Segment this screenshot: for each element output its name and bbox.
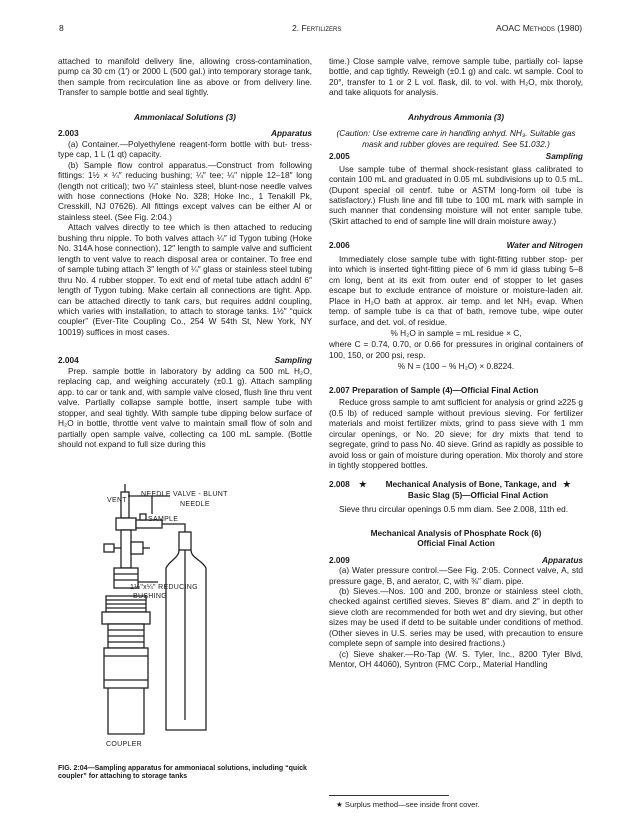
- section-title-line1: Mechanical Analysis of Bone, Tankage, and: [385, 479, 557, 490]
- paragraph-2007: Reduce gross sample to amt sufficient for analysis or grind ≥225 g (0.5 lb) of reduced sample without previous sieving. For fertilizer materials and moist fertilizer mixts, grind to pass sieve with 1 mm circular openings, or No. 20 sieve; for dry mixts that tend to segregate, grind to pass No. 40 sieve. Grind as rapidly as possible to avoid loss or gain of moisture during operation. Mix thoroly and store in tightly stoppered bottles.: [329, 397, 583, 470]
- paragraph-2005: Use sample tube of thermal shock-resistant glass calibrated to contain 100 mL and graduated in 0.05 mL subdivisions up to 0.5 mL. (Dupont special oil centrf. tube or ASTM long-form oil tube is satisfactory.) Flush line and fill tube to 100 mL mark with sample in such manner that condensing moisture will not enter sample tube. (Skirt attached to end of sample line will drain moisture away.): [329, 163, 583, 226]
- section-2008: [329, 479, 583, 500]
- figure-label-bushing2: BUSHING: [133, 593, 167, 600]
- chapter-title: 2. Fertilizers: [292, 23, 342, 33]
- caution-note: (Caution: Use extreme care in handling anhyd. NH₃. Suitable gas mask and rubber gloves are required. See 51.032.): [336, 128, 576, 149]
- section-title: Apparatus: [541, 554, 583, 565]
- figure-label-bushing: 1½"x¼" REDUCING: [130, 584, 198, 591]
- section-title: [373, 479, 583, 500]
- section-number: 2.006: [329, 240, 350, 251]
- formula-nitrogen: % N = (100 − % H₂O) × 0.8224.: [397, 361, 515, 372]
- section-number: 2.003: [58, 128, 79, 139]
- ammoniacal-heading: Ammoniacal Solutions (3): [134, 111, 236, 122]
- paragraph-2008: Sieve thru circular openings 0.5 mm diam. See 2.008, 11th ed.: [339, 504, 569, 515]
- attach-paragraph: Attach valves directly to tee which is then attached to reducing bushing thru nipple. To both valves attach ¼″ id Tygon tubing (Hoke No. 314A hose connection), 12″ length to sample valve and sufficient length to vent valve to reach disposal area or container. To free end of sample tubing attach 3″ length of ¼″ glass or stainless steel tubing thru No. 4 rubber stopper. To exit end of metal tube attach addnl 6″ length of Tygon tubing. Make certain all connections are tight. App. can be attached directly to tank cars, but requires addnl coupling, which varies with installation, to attach to storage tanks. 1½″ “quick coupler” (Ever-Tite Coupling Co., 254 W 54th St, New York, NY 10019) suffices in most cases.: [58, 222, 312, 337]
- sampling-apparatus-figure: [100, 484, 300, 756]
- section-2003: [58, 128, 312, 138]
- container-paragraph: (a) Container.—Polyethylene reagent-form bottle with but- tress-type cap, 1 L (1 qt) capacity.: [58, 138, 312, 160]
- section-title: Sampling: [545, 151, 583, 162]
- paragraph-2009c: (c) Sieve shaker.—Ro-Tap (W. S. Tyler, Inc., 8200 Tyler Blvd, Mentor, OH 44060), Syntron (FMC Corp., Material Handling: [329, 648, 583, 670]
- section-number: 2.009: [329, 554, 350, 565]
- section-number: 2.005: [329, 151, 350, 162]
- section-2009: [329, 555, 583, 565]
- footnote-rule: [329, 795, 449, 796]
- where-paragraph: where C = 0.74, 0.70, or 0.66 for pressures in original containers of 100, 150, or 200 psi, resp.: [329, 339, 583, 360]
- section-title: Sampling: [274, 355, 312, 366]
- paragraph-2009b: (b) Sieves.—Nos. 100 and 200, bronze or stainless steel cloth, checked against certified sieves. Sieves 8″ diam. and 2″ in depth to sieve cloth are recommended for both wet and dry sieving, but other sizes may be used if detd to be suitable under conditions of method. (Other sieves in U.S. series may be used, with precaution to ensure complete sepn of sample into desired fractions.): [329, 586, 583, 649]
- section-2004: [58, 355, 312, 365]
- right-column: [329, 56, 583, 670]
- section-number: 2.004: [58, 355, 79, 366]
- paragraph-2006: Immediately close sample tube with tight-fitting rubber stop- per into which is inserted tight-fitting piece of 6 mm id glass tubing 5–8 cm long, bent at its exit from outer end of stopper to let gases escape but to exclude entrance of moisture or moisture-laden air. Place in H₂O bath at approx. air temp. and let NH₃ evap. When temp. of sample tube is ca that of bath, remove tube, wipe outer surface, and det. vol. of residue.: [329, 253, 583, 327]
- intro-paragraph: attached to manifold delivery line, allowing cross-contamination, pump ca 30 cm (1′) or 2000 L (500 gal.) into temporary storage tank, then sample from recirculation line as above or from delivery line. Transfer to sample bottle and seal tightly.: [58, 56, 312, 98]
- section-number: 2.008: [329, 479, 350, 490]
- section-title: Water and Nitrogen: [506, 240, 583, 251]
- prep-paragraph: Prep. sample bottle in laboratory by adding ca 500 mL H₂O, replacing cap, and weighing accurately (±0.1 g). Attach sampling app. to car or tank and, with sample valve closed, flush line thru vent valve. Partially collapse sample bottle, insert sample tube with stopper, and seal tightly. With sample tube dipping below surface of H₂O in bottle, throttle vent valve to maintain small flow of soln and partially open sample valve, collecting ca 100 mL sample. (Bottle should not expand to full size during this: [58, 365, 312, 449]
- section-2006: [329, 240, 583, 250]
- paragraph-2009a: (a) Water pressure control.—See Fig. 2:05. Connect valve, A, std pressure gage, B, and aerator, C, with ⅜″ diam. pipe.: [329, 565, 583, 586]
- figure-caption: FIG. 2:04—Sampling apparatus for ammoniacal solutions, including “quick coupler” for attaching to storage tanks: [58, 765, 307, 781]
- phosphate-heading-line1: Mechanical Analysis of Phosphate Rock (6): [370, 527, 542, 538]
- section-2005: [329, 151, 583, 161]
- star-icon: ★: [359, 479, 367, 490]
- phosphate-heading: [329, 528, 583, 549]
- figure-label-coupler: COUPLER: [106, 741, 142, 748]
- sample-flow-paragraph: (b) Sample flow control apparatus.—Construct from following fittings: 1½ × ¼″ reducing bushing; ¼″ tee; ¼″ nipple 12–18″ long (length not critical); two ¼″ stainless steel, blunt-nose needle valves with hose connections (Hoke No. 328; Hoke Inc., 1 Tenakill Pk, Cresskill, NJ 07626). All fittings except valves can be either Al or stainless steel. (See Fig. 2:04.): [58, 159, 312, 222]
- figure-label-sample: SAMPLE: [148, 516, 179, 523]
- figure-label-needle: NEEDLE: [180, 501, 210, 508]
- figure-label-needle-valve: NEEDLE VALVE - BLUNT: [141, 491, 228, 498]
- phosphate-heading-line2: Official Final Action: [417, 538, 495, 549]
- continued-paragraph: time.) Close sample valve, remove sample tube, partially col- lapse bottle, and cap tightly. Reweigh (±0.1 g) and calc. wt sample. Cool to 20°, transfer to 1 or 2 L vol. flask, dil. to vol. with H₂O, mix thoroly, and take aliquots for analysis.: [329, 56, 583, 98]
- section-title-line2: Basic Slag (5)—Official Final Action: [407, 489, 549, 500]
- section-2007: 2.007 Preparation of Sample (4)—Official Final Action: [329, 384, 539, 395]
- footnote: ★ Surplus method—see inside front cover.: [336, 800, 480, 809]
- star-icon: ★: [562, 479, 571, 490]
- page-number: 8: [59, 23, 64, 33]
- figure-label-vent: VENT: [107, 497, 127, 504]
- left-column: [58, 56, 312, 449]
- book-title: AOAC Methods (1980): [496, 23, 583, 33]
- anhydrous-heading: Anhydrous Ammonia (3): [407, 111, 505, 122]
- section-title: Apparatus: [270, 128, 312, 139]
- formula-water: % H₂O in sample = mL residue × C,: [390, 327, 522, 338]
